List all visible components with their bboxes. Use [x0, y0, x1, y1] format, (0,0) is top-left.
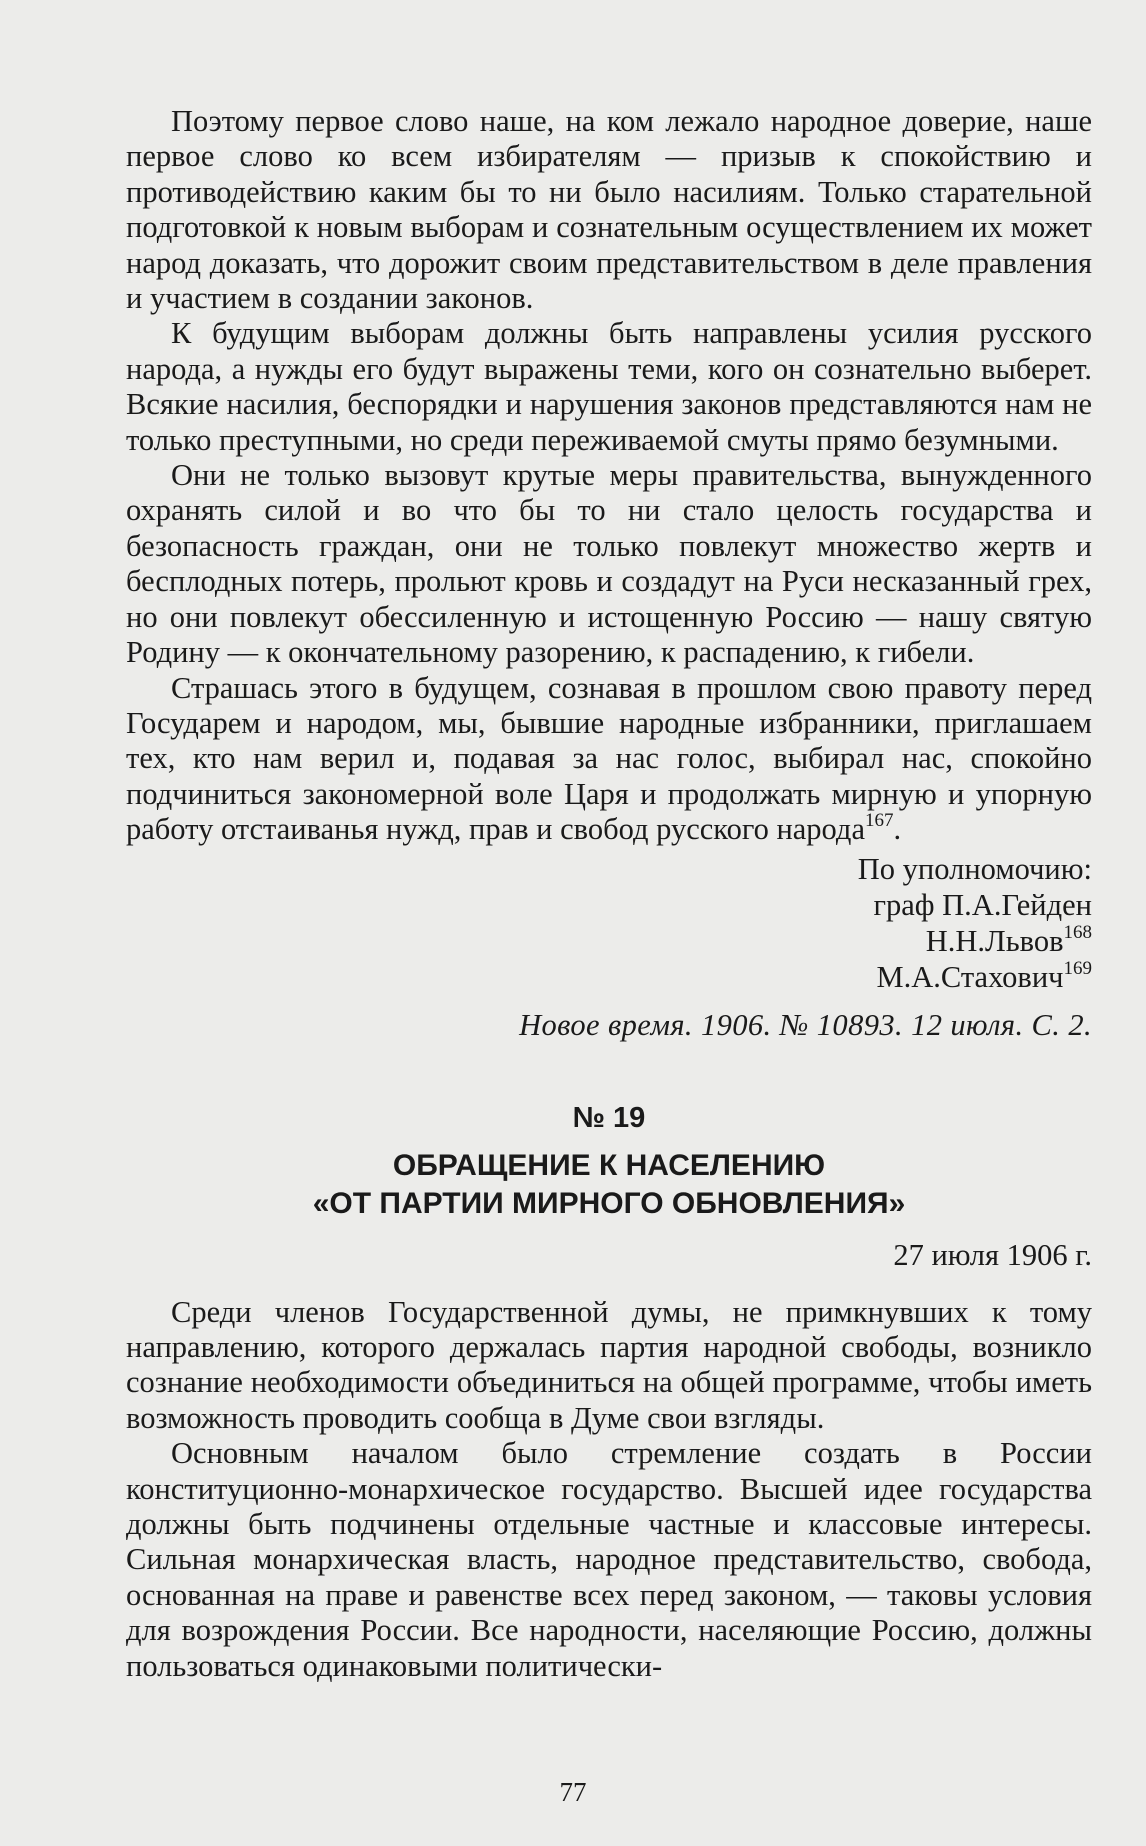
paragraph: Поэтому первое слово наше, на ком лежало народное доверие, наше первое слово ко всем избирателям — призыв к спокойствию и противодействию каким бы то ни было насилиям. Только старательной подготовкой к новым выборам и сознательным осуществлением их может народ доказать, что дорожит своим представительством в деле правления и участием в создании законов. — [126, 104, 1092, 316]
signer-name: М.А.Стахович — [876, 959, 1064, 994]
paragraph-last — [126, 671, 1092, 848]
signer — [126, 887, 1092, 923]
footnote-ref: 167 — [865, 810, 894, 832]
page-content — [126, 104, 1092, 1684]
closing-punctuation: . — [893, 812, 902, 847]
paragraph: Среди членов Государственной думы, не примкнувших к тому направлению, которого держалась партия народной свободы, возникло сознание необходимости объединиться на общей программе, чтобы иметь возможность проводить сообща в Думе свои взгляды. — [126, 1294, 1092, 1435]
document-title-line: ОБРАЩЕНИЕ К НАСЕЛЕНИЮ — [392, 1148, 826, 1182]
document-title-line: «ОТ ПАРТИИ МИРНОГО ОБНОВЛЕНИЯ» — [312, 1186, 906, 1220]
footnote-ref: 168 — [1063, 921, 1092, 943]
document-body — [126, 1295, 1092, 1684]
document-date: 27 июля 1906 г. — [893, 1237, 1092, 1272]
footnote-ref: 169 — [1063, 957, 1092, 979]
paragraph-text: Страшась этого в будущем, сознавая в прошлом свою правоту перед Государем и народом, мы, бывшие народные избранники, приглашаем тех, кто нам верил и, подавая за нас голос, выбирал нас, спокойно подчиниться закономерной воле Царя и продолжать мирную и упорную работу отстаиванья нужд, прав и свобод русского народа — [126, 670, 1092, 847]
page-number: 77 — [559, 1777, 587, 1807]
signer-name: граф П.А.Гейден — [873, 887, 1092, 922]
signer-name: Н.Н.Львов — [925, 923, 1064, 958]
source-citation: Новое время. 1906. № 10893. 12 июля. С. 2. — [519, 1007, 1092, 1042]
document-title — [126, 1147, 1092, 1223]
document-number: № 19 — [572, 1101, 646, 1134]
signature-intro: По уполномочию: — [857, 851, 1092, 886]
signer — [126, 959, 1092, 995]
paragraph: Основным началом было стремление создать в России конституционно-монархическое государство. Высшей идее государства должны быть подчинены отдельные частные и классовые интересы. Сильная монархическая власть, народное представительство, свобода, основанная на праве и равенстве всех перед законом, — таковы условия для возрождения России. Все народности, населяющие Россию, должны пользоваться одинаковыми политически- — [126, 1436, 1092, 1683]
signer — [126, 923, 1092, 959]
paragraph: Они не только вызовут крутые меры правительства, вынужденного охранять силой и во что бы то ни стало целость государства и безопасность граждан, они не только повлекут множество жертв и бесплодных потерь, прольют кровь и создадут на Руси несказанный грех, но они повлекут обессиленную и истощенную Россию — нашу святую Родину — к окончательному разорению, к распадению, к гибели. — [126, 458, 1092, 670]
paragraph: К будущим выборам должны быть направлены усилия русского народа, а нужды его будут выражены теми, кого он сознательно выберет. Всякие насилия, беспорядки и нарушения законов представляются нам не только преступными, но среди переживаемой смуты прямо безумными. — [126, 316, 1092, 457]
signature-block — [126, 851, 1092, 995]
